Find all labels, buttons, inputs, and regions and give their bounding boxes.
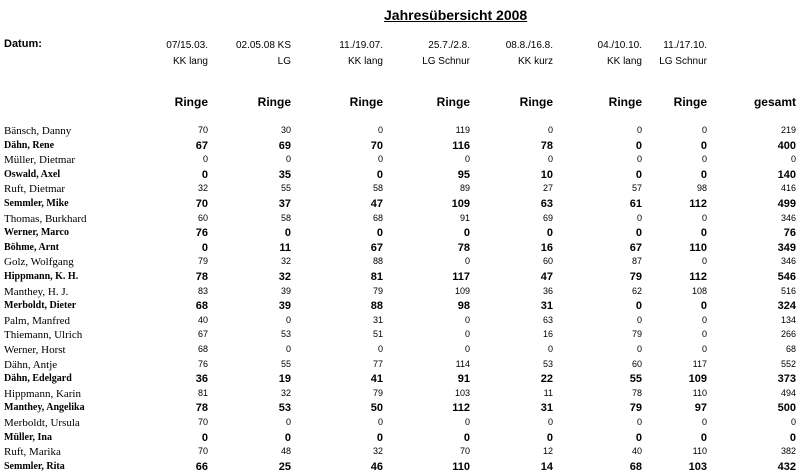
score-cell: 0 bbox=[464, 329, 470, 340]
score-cell: 58 bbox=[372, 183, 383, 194]
table-row bbox=[0, 256, 799, 271]
score-cell: 39 bbox=[280, 285, 291, 296]
shooter-name: Hippmann, K. H. bbox=[4, 271, 79, 282]
score-cell: 0 bbox=[701, 417, 707, 427]
score-cell: 88 bbox=[372, 256, 383, 267]
score-cell: 55 bbox=[629, 373, 642, 386]
score-cell: 31 bbox=[540, 402, 553, 415]
table-row bbox=[0, 329, 799, 344]
score-cell: 67 bbox=[195, 139, 208, 152]
score-cell: 31 bbox=[372, 314, 383, 325]
score-cell: 0 bbox=[700, 300, 707, 313]
score-cell: 98 bbox=[457, 300, 470, 313]
total-cell: 494 bbox=[780, 387, 796, 398]
column-type: LG Schnur bbox=[422, 56, 470, 67]
score-cell: 76 bbox=[195, 227, 208, 240]
score-cell: 40 bbox=[631, 446, 642, 457]
score-cell: 91 bbox=[459, 212, 470, 223]
score-cell: 53 bbox=[280, 329, 291, 340]
shooter-name: Böhme, Arnt bbox=[4, 241, 59, 253]
score-cell: 117 bbox=[692, 358, 707, 369]
score-cell: 66 bbox=[195, 460, 208, 473]
score-cell: 53 bbox=[542, 358, 553, 369]
score-cell: 0 bbox=[464, 154, 470, 165]
score-cell: 0 bbox=[635, 431, 642, 444]
total-cell: 349 bbox=[777, 241, 796, 254]
score-cell: 60 bbox=[631, 358, 642, 369]
score-cell: 53 bbox=[278, 402, 291, 415]
table-row bbox=[0, 286, 799, 301]
total-cell: 0 bbox=[790, 417, 796, 427]
score-cell: 0 bbox=[547, 154, 553, 165]
score-cell: 16 bbox=[542, 329, 553, 340]
shooter-name: Dähn, Rene bbox=[4, 139, 55, 151]
score-cell: 46 bbox=[370, 460, 383, 473]
column-date: 07/15.03. bbox=[166, 40, 208, 51]
score-cell: 0 bbox=[376, 168, 383, 181]
total-cell: 400 bbox=[777, 139, 796, 152]
score-cell: 112 bbox=[452, 402, 470, 415]
score-cell: 39 bbox=[278, 300, 291, 313]
score-cell: 40 bbox=[197, 314, 208, 325]
column-date: 08.8./16.8. bbox=[505, 40, 553, 51]
total-cell: 346 bbox=[780, 212, 796, 223]
score-cell: 0 bbox=[701, 256, 707, 267]
column-header-ringe: Ringe bbox=[257, 95, 291, 109]
score-cell: 11 bbox=[279, 241, 291, 254]
table-row bbox=[0, 140, 799, 155]
page-title: Jahresübersicht 2008 bbox=[384, 7, 528, 23]
score-cell: 109 bbox=[688, 373, 707, 386]
score-cell: 0 bbox=[636, 212, 642, 223]
score-cell: 0 bbox=[701, 314, 707, 325]
score-cell: 70 bbox=[370, 139, 383, 152]
total-cell: 416 bbox=[780, 183, 796, 194]
score-cell: 16 bbox=[540, 241, 553, 254]
score-cell: 109 bbox=[451, 198, 470, 210]
score-cell: 110 bbox=[689, 241, 707, 254]
shooter-name: Oswald, Axel bbox=[4, 168, 61, 180]
column-date: 02.05.08 KS bbox=[235, 40, 291, 51]
score-cell: 103 bbox=[454, 387, 470, 398]
score-cell: 110 bbox=[452, 460, 470, 473]
score-cell: 0 bbox=[285, 417, 291, 427]
score-cell: 37 bbox=[278, 198, 291, 210]
score-cell: 0 bbox=[464, 256, 470, 267]
score-cell: 32 bbox=[278, 271, 291, 283]
total-cell: 266 bbox=[780, 329, 796, 340]
score-cell: 0 bbox=[463, 227, 470, 240]
score-cell: 88 bbox=[370, 300, 383, 313]
score-cell: 67 bbox=[370, 241, 383, 254]
table-row bbox=[0, 300, 799, 315]
score-cell: 0 bbox=[700, 227, 707, 240]
shooter-name: Ruft, Dietmar bbox=[4, 183, 66, 196]
score-cell: 70 bbox=[197, 446, 208, 457]
shooter-name: Semmler, Rita bbox=[4, 460, 65, 472]
score-cell: 70 bbox=[459, 446, 470, 457]
score-cell: 55 bbox=[280, 183, 291, 194]
score-cell: 0 bbox=[701, 154, 707, 165]
score-cell: 25 bbox=[278, 460, 291, 473]
column-type: LG Schnur bbox=[659, 56, 707, 67]
score-cell: 79 bbox=[372, 387, 383, 398]
score-cell: 35 bbox=[278, 168, 291, 181]
table-row bbox=[0, 359, 799, 374]
column-type: KK lang bbox=[606, 56, 642, 67]
score-cell: 0 bbox=[635, 168, 642, 181]
score-cell: 95 bbox=[457, 168, 470, 181]
total-cell: 134 bbox=[780, 314, 796, 325]
total-cell: 0 bbox=[789, 431, 796, 444]
score-cell: 91 bbox=[457, 373, 470, 386]
shooter-name: Dähn, Antje bbox=[4, 358, 58, 371]
shooter-name: Merboldt, Ursula bbox=[4, 417, 80, 429]
score-cell: 36 bbox=[542, 285, 553, 296]
table-row bbox=[0, 227, 799, 242]
score-cell: 76 bbox=[197, 358, 208, 369]
score-cell: 83 bbox=[197, 285, 208, 296]
shooter-name: Müller, Dietmar bbox=[4, 154, 76, 167]
score-cell: 0 bbox=[635, 139, 642, 152]
score-cell: 0 bbox=[700, 139, 707, 152]
total-cell: 516 bbox=[780, 285, 796, 296]
shooter-name: Manthey, Angelika bbox=[4, 402, 85, 414]
column-date: 04./10.10. bbox=[597, 40, 642, 51]
score-cell: 70 bbox=[195, 198, 208, 210]
score-cell: 32 bbox=[372, 446, 383, 457]
table-row bbox=[0, 271, 799, 286]
score-cell: 116 bbox=[452, 139, 470, 152]
score-cell: 0 bbox=[636, 125, 642, 135]
score-cell: 41 bbox=[370, 373, 383, 386]
score-cell: 0 bbox=[463, 431, 470, 444]
score-cell: 110 bbox=[692, 446, 707, 457]
score-cell: 0 bbox=[546, 431, 553, 444]
datum-label: Datum: bbox=[4, 38, 42, 50]
score-cell: 79 bbox=[629, 271, 642, 283]
table-row bbox=[0, 242, 799, 257]
total-cell: 140 bbox=[777, 168, 796, 181]
score-cell: 0 bbox=[546, 227, 553, 240]
score-cell: 87 bbox=[631, 256, 642, 267]
shooter-name: Golz, Wolfgang bbox=[4, 256, 74, 269]
table-row bbox=[0, 315, 799, 330]
total-cell: 546 bbox=[777, 271, 796, 283]
score-cell: 55 bbox=[280, 358, 291, 369]
score-cell: 119 bbox=[455, 125, 470, 135]
score-cell: 78 bbox=[457, 241, 470, 254]
total-cell: 68 bbox=[785, 344, 796, 354]
score-cell: 67 bbox=[197, 329, 208, 340]
shooter-name: Werner, Horst bbox=[4, 344, 66, 356]
score-cell: 69 bbox=[542, 212, 553, 223]
score-cell: 11 bbox=[543, 387, 553, 398]
score-cell: 10 bbox=[540, 168, 553, 181]
column-header-ringe: Ringe bbox=[673, 95, 707, 109]
table-row bbox=[0, 373, 799, 388]
score-cell: 78 bbox=[540, 139, 553, 152]
table-row bbox=[0, 169, 799, 184]
score-cell: 0 bbox=[636, 314, 642, 325]
score-cell: 70 bbox=[197, 125, 208, 135]
score-cell: 0 bbox=[202, 154, 208, 165]
score-cell: 77 bbox=[372, 358, 383, 369]
score-cell: 103 bbox=[688, 460, 707, 473]
score-cell: 14 bbox=[540, 460, 553, 473]
total-cell: 219 bbox=[780, 125, 796, 135]
score-cell: 0 bbox=[547, 125, 553, 135]
score-cell: 0 bbox=[636, 154, 642, 165]
shooter-name: Müller, Ina bbox=[4, 431, 52, 443]
score-cell: 117 bbox=[452, 271, 470, 283]
score-cell: 60 bbox=[197, 212, 208, 223]
total-cell: 346 bbox=[780, 256, 796, 267]
score-cell: 0 bbox=[636, 344, 642, 354]
table-row bbox=[0, 125, 799, 140]
score-cell: 81 bbox=[197, 387, 208, 398]
score-cell: 22 bbox=[540, 373, 553, 386]
score-cell: 36 bbox=[195, 373, 208, 386]
total-cell: 373 bbox=[777, 373, 796, 386]
score-cell: 108 bbox=[691, 285, 707, 296]
score-cell: 0 bbox=[547, 344, 553, 354]
score-cell: 0 bbox=[201, 241, 208, 254]
shooter-name: Palm, Manfred bbox=[4, 314, 70, 327]
table-row bbox=[0, 183, 799, 198]
score-cell: 27 bbox=[542, 183, 553, 194]
score-cell: 79 bbox=[197, 256, 208, 267]
total-cell: 500 bbox=[777, 402, 796, 415]
score-cell: 98 bbox=[696, 183, 707, 194]
score-cell: 0 bbox=[377, 154, 383, 165]
score-cell: 0 bbox=[377, 417, 383, 427]
shooter-name: Manthey, H. J. bbox=[4, 285, 69, 298]
table-row bbox=[0, 344, 799, 359]
column-type: KK lang bbox=[172, 56, 208, 67]
column-header-gesamt: gesamt bbox=[753, 95, 796, 109]
score-cell: 32 bbox=[197, 183, 208, 194]
table-row bbox=[0, 213, 799, 228]
score-cell: 32 bbox=[280, 256, 291, 267]
score-cell: 32 bbox=[280, 387, 291, 398]
score-cell: 81 bbox=[370, 271, 383, 283]
shooter-name: Bänsch, Danny bbox=[4, 125, 72, 137]
score-cell: 0 bbox=[701, 125, 707, 135]
score-cell: 0 bbox=[377, 125, 383, 135]
table-row bbox=[0, 461, 799, 476]
score-cell: 0 bbox=[547, 417, 553, 427]
table-row bbox=[0, 198, 799, 213]
column-header-ringe: Ringe bbox=[436, 95, 470, 109]
score-cell: 78 bbox=[631, 387, 642, 398]
score-cell: 50 bbox=[370, 402, 383, 415]
score-cell: 30 bbox=[280, 125, 291, 135]
score-cell: 0 bbox=[701, 329, 707, 340]
table-row bbox=[0, 388, 799, 403]
score-cell: 68 bbox=[372, 212, 383, 223]
score-cell: 89 bbox=[459, 183, 470, 194]
score-cell: 0 bbox=[201, 168, 208, 181]
score-cell: 114 bbox=[455, 358, 470, 369]
score-cell: 109 bbox=[454, 285, 470, 296]
score-cell: 47 bbox=[370, 198, 383, 210]
column-date: 25.7./2.8. bbox=[428, 40, 470, 51]
score-cell: 0 bbox=[376, 227, 383, 240]
score-cell: 0 bbox=[636, 417, 642, 427]
shooter-name: Werner, Marco bbox=[4, 227, 69, 239]
score-cell: 112 bbox=[689, 198, 707, 210]
total-cell: 552 bbox=[780, 358, 796, 369]
shooter-name: Semmler, Mike bbox=[4, 198, 69, 209]
score-cell: 0 bbox=[376, 431, 383, 444]
score-cell: 0 bbox=[700, 168, 707, 181]
column-header-ringe: Ringe bbox=[349, 95, 383, 109]
score-cell: 0 bbox=[464, 314, 470, 325]
shooter-name: Dähn, Edelgard bbox=[4, 373, 72, 385]
total-cell: 0 bbox=[790, 154, 796, 165]
score-cell: 78 bbox=[195, 271, 208, 283]
score-cell: 0 bbox=[284, 431, 291, 444]
score-cell: 0 bbox=[635, 300, 642, 313]
score-cell: 69 bbox=[278, 139, 291, 152]
score-cell: 31 bbox=[540, 300, 553, 313]
shooter-name: Merboldt, Dieter bbox=[4, 300, 77, 312]
score-cell: 112 bbox=[689, 271, 707, 283]
score-cell: 0 bbox=[701, 344, 707, 354]
column-type: KK kurz bbox=[517, 56, 553, 67]
total-cell: 499 bbox=[777, 198, 796, 210]
score-cell: 0 bbox=[285, 314, 291, 325]
score-cell: 0 bbox=[201, 431, 208, 444]
table-row bbox=[0, 417, 799, 432]
score-cell: 79 bbox=[629, 402, 642, 415]
score-cell: 51 bbox=[372, 329, 383, 340]
score-cell: 60 bbox=[542, 256, 553, 267]
score-cell: 97 bbox=[694, 402, 707, 415]
score-cell: 58 bbox=[280, 212, 291, 223]
table-row bbox=[0, 446, 799, 461]
score-cell: 0 bbox=[464, 344, 470, 354]
table-row bbox=[0, 402, 799, 417]
score-cell: 63 bbox=[540, 198, 553, 210]
shooter-name: Thomas, Burkhard bbox=[4, 212, 87, 225]
column-type: LG bbox=[277, 56, 291, 67]
total-cell: 76 bbox=[783, 227, 796, 240]
score-cell: 68 bbox=[197, 344, 208, 354]
score-cell: 0 bbox=[635, 227, 642, 240]
score-cell: 57 bbox=[631, 183, 642, 194]
table-row bbox=[0, 432, 799, 447]
score-cell: 0 bbox=[701, 212, 707, 223]
score-cell: 48 bbox=[280, 446, 291, 457]
score-cell: 0 bbox=[700, 431, 707, 444]
score-cell: 0 bbox=[464, 417, 470, 427]
column-date: 11./19.07. bbox=[339, 40, 383, 51]
score-cell: 67 bbox=[629, 241, 642, 254]
score-cell: 19 bbox=[278, 373, 291, 386]
score-cell: 61 bbox=[629, 198, 642, 210]
shooter-name: Ruft, Marika bbox=[4, 446, 61, 459]
score-cell: 63 bbox=[542, 314, 553, 325]
score-cell: 70 bbox=[197, 417, 208, 427]
total-cell: 382 bbox=[780, 446, 796, 457]
score-cell: 62 bbox=[631, 285, 642, 296]
table-row bbox=[0, 154, 799, 169]
score-cell: 0 bbox=[285, 154, 291, 165]
score-cell: 68 bbox=[629, 460, 642, 473]
column-type: KK lang bbox=[347, 56, 383, 67]
shooter-name: Thiemann, Ulrich bbox=[4, 329, 83, 342]
score-cell: 68 bbox=[195, 300, 208, 313]
column-header-ringe: Ringe bbox=[519, 95, 553, 109]
score-cell: 0 bbox=[285, 344, 291, 354]
shooter-name: Hippmann, Karin bbox=[4, 387, 81, 400]
score-cell: 47 bbox=[540, 271, 553, 283]
score-cell: 0 bbox=[377, 344, 383, 354]
column-header-ringe: Ringe bbox=[174, 95, 208, 109]
score-cell: 78 bbox=[195, 402, 208, 415]
score-cell: 79 bbox=[372, 285, 383, 296]
score-cell: 0 bbox=[284, 227, 291, 240]
column-date: 11./17.10. bbox=[663, 40, 707, 51]
score-cell: 12 bbox=[542, 446, 553, 457]
score-cell: 110 bbox=[692, 387, 707, 398]
score-cell: 79 bbox=[631, 329, 642, 340]
total-cell: 324 bbox=[777, 300, 796, 313]
total-cell: 432 bbox=[777, 460, 796, 473]
column-header-ringe: Ringe bbox=[608, 95, 642, 109]
